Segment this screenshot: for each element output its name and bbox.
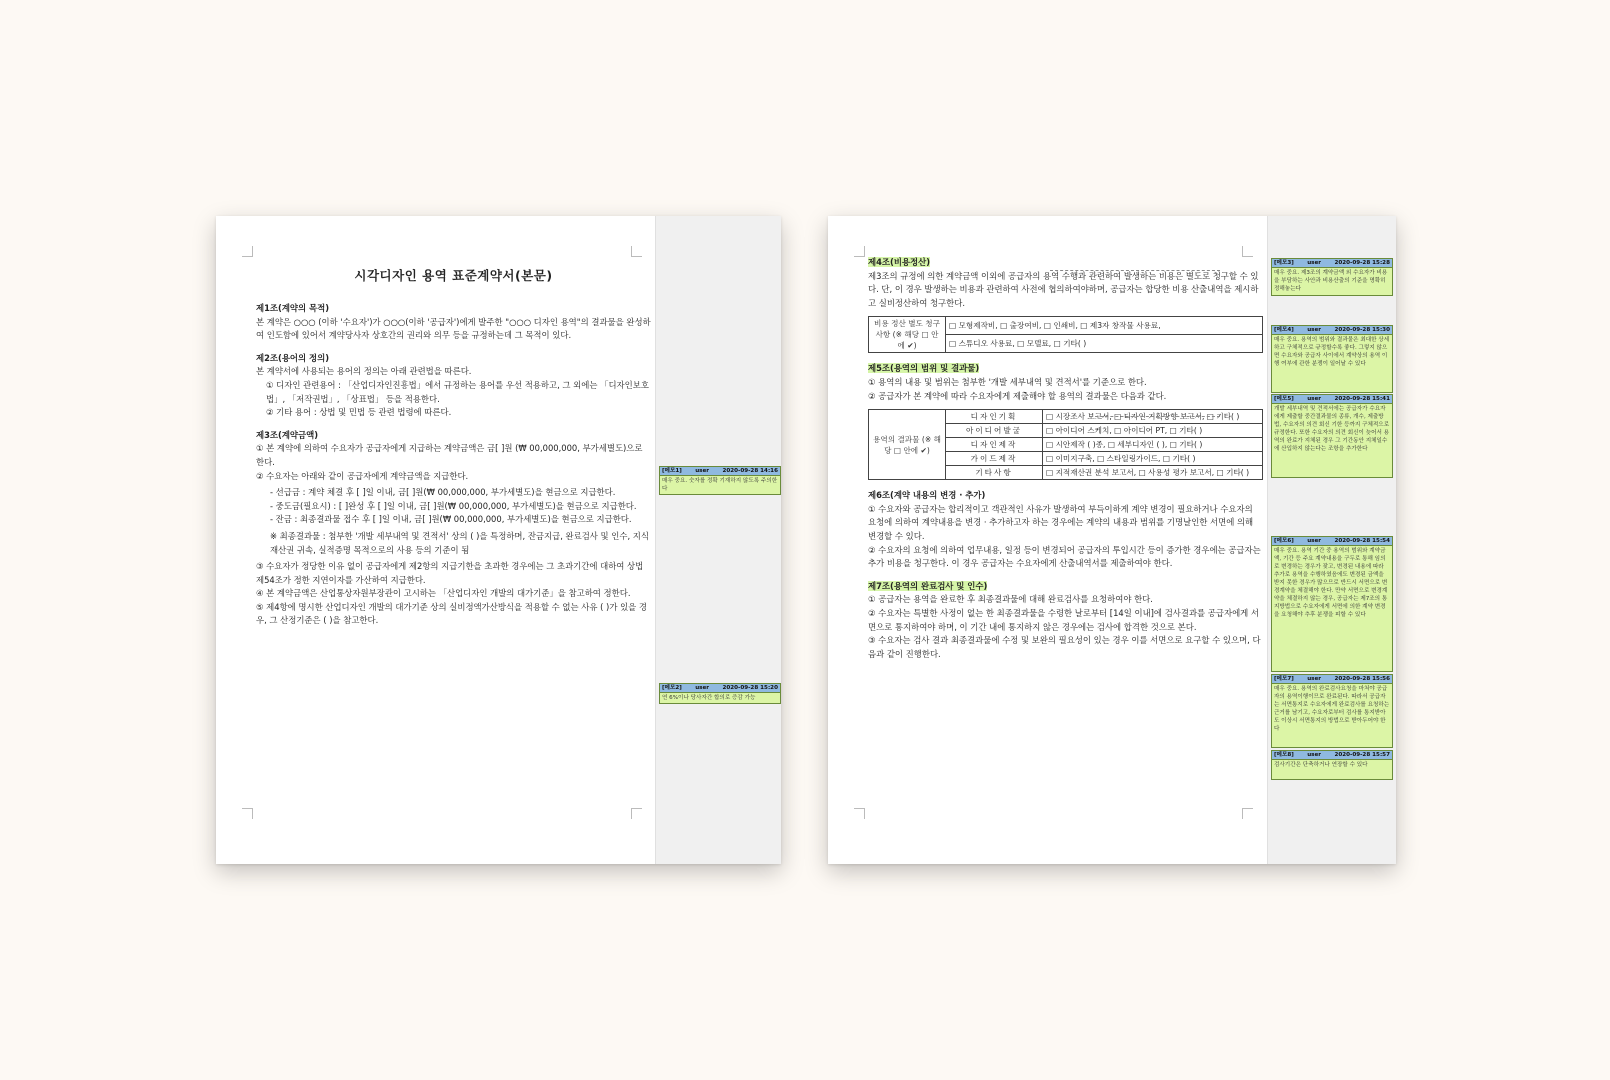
comment-balloon[interactable] bbox=[1271, 536, 1393, 672]
comment-id: [메모4] bbox=[1274, 327, 1294, 333]
comment-connector bbox=[1050, 270, 1220, 271]
comment-date: 2020-09-28 15:28 bbox=[1334, 260, 1390, 266]
article-3 bbox=[256, 429, 651, 628]
comment-date: 2020-09-28 14:16 bbox=[722, 468, 778, 474]
comment-id: [메모1] bbox=[662, 468, 682, 474]
article-clause: ② 기타 용어 : 상법 및 민법 등 관련 법령에 따른다. bbox=[266, 407, 452, 418]
deliverable-items[interactable]: □ 시장조사 보고서, □ 디자인 기획방향 보고서, □ 기타( ) bbox=[1043, 410, 1263, 424]
article-clause: ② 수요자는 특별한 사정이 없는 한 최종결과물을 수령한 날로부터 [14일 이내]에 검사결과를 공급자에게 서면으로 통지하여야 하며, 이 기간 내에 통지하지 않은 경우에는 검사에 합격한 것으로 본다. bbox=[868, 607, 1260, 632]
comment-user: user bbox=[1307, 538, 1322, 544]
article-clause: ② 수요자의 요청에 의하여 업무내용, 일정 등이 변경되어 공급자의 투입시간 등이 증가한 경우에는 공급자는 추가 비용을 청구한다. 이 경우 공급자는 수요자에게 산출내역서를 제출하여야 한다. bbox=[868, 544, 1261, 569]
comment-text: 검사기간은 단축하거나 연장할 수 있다 bbox=[1274, 762, 1368, 768]
deliverable-items[interactable]: □ 시안제작 ( )종, □ 세부디자인 ( ), □ 기타( ) bbox=[1043, 438, 1263, 452]
comment-text: 매우 중요. 용역 기간 중 용역의 범위와 계약금액, 기간 등 주요 계약내용을 구두로 통해 임의로 변경하는 경우가 잦고, 변경된 내용에 따라 추가로 용역을 수행하였음에도 변경된 금액을 받지 못한 경우가 많으므로 반드시 서면으로 변경계약을 체결해야 한다. 만약 서면으로 변경계약을 체결하지 않는 경우, 공급자는 제7조의 통지방법으로 수요자에게 서면에 의한 계약 변경을 요청해야 추후 분쟁을 피할 수 있다 bbox=[1274, 548, 1388, 618]
page-1-body[interactable] bbox=[256, 216, 651, 864]
deliverable-category: 가이드제작 bbox=[946, 452, 1043, 466]
comment-balloon[interactable] bbox=[1271, 258, 1393, 296]
article-clause: ③ 수요자가 정당한 이유 없이 공급자에게 제2항의 지급기한을 초과한 경우에는 그 초과기간에 대하여 상법 제54조가 정한 지연이자를 가산하여 지급한다. bbox=[256, 561, 644, 585]
comment-text: 매우 중요. 제3조의 계약금액 외 수요자가 비용을 부담하는 사안과 비용산출의 기준을 명확히 정해놓는다 bbox=[1274, 270, 1388, 292]
article-1 bbox=[256, 302, 651, 343]
comment-date: 2020-09-28 15:54 bbox=[1334, 538, 1390, 544]
comment-id: [메모8] bbox=[1274, 752, 1294, 758]
comment-user: user bbox=[695, 468, 710, 474]
crop-mark bbox=[242, 246, 253, 257]
comment-user: user bbox=[695, 685, 710, 691]
comment-text: 매우 중요. 용역의 완료검사요청을 마쳐야 공급자의 용역이행이므로 완료된다. 따라서 공급자는 서면통지로 수요자에게 완료검사를 요청하는 근거를 남기고, 수요자로부터 검사를 통지받아도 이상시 서면통지의 방법으로 받아두어야 한다 bbox=[1274, 686, 1390, 732]
deliverable-category: 디자인기획 bbox=[946, 410, 1043, 424]
article-heading: 제6조(계약 내용의 변경 · 추가) bbox=[868, 490, 986, 501]
comment-balloon[interactable] bbox=[1271, 394, 1393, 478]
page-2-body[interactable] bbox=[868, 216, 1263, 864]
comment-id: [메모5] bbox=[1274, 396, 1294, 402]
article-clause: ① 공급자는 용역을 완료한 후 최종결과물에 대해 완료검사를 요청하여야 한다. bbox=[868, 594, 1153, 605]
article-heading: 제7조(용역의 완료검사 및 인수) bbox=[868, 580, 988, 591]
comment-balloon[interactable] bbox=[1271, 674, 1393, 748]
comment-id: [메모7] bbox=[1274, 676, 1294, 682]
final-deliverable-note: ※ 최종결과물 : 첨부한 '개발 세부내역 및 견적서' 상의 ( )을 특정하며, 잔금지급, 완료검사 및 인수, 지식재산권 귀속, 실적증명 목적으로의 사용 등의 기준이 됨 bbox=[270, 530, 649, 555]
article-clause: ① 수요자와 공급자는 합리적이고 객관적인 사유가 발생하여 부득이하게 계약 변경이 필요하거나 수요자의 요청에 의하여 계약내용을 변경 · 추가하고자 하는 경우에는 계약의 내용과 범위를 기명날인한 서면에 의해 변경할 수 있다. bbox=[868, 503, 1254, 541]
crop-mark bbox=[854, 808, 865, 819]
comment-text: 매우 중요. 숫자를 정확 기재하지 않도록 주의한다 bbox=[662, 478, 778, 492]
comment-user: user bbox=[1307, 327, 1322, 333]
article-heading: 제4조(비용정산) bbox=[868, 257, 931, 267]
article-2 bbox=[256, 352, 651, 420]
article-5 bbox=[868, 362, 1263, 480]
comment-user: user bbox=[1307, 752, 1322, 758]
table-label: 비용 정산 별도 청구 사항 (※ 해당 □ 안에 ✔) bbox=[869, 317, 946, 353]
article-clause: ② 공급자가 본 계약에 따라 수요자에게 제출해야 할 용역의 결과물은 다음과 같다. bbox=[868, 390, 1167, 401]
payment-line: - 잔금 : 최종결과물 접수 후 [ ]일 이내, 금[ ]원(₩ 00,000,000, 부가세별도)을 현금으로 지급한다. bbox=[270, 514, 632, 525]
comment-id: [메모3] bbox=[1274, 260, 1294, 266]
deliverable-items[interactable]: □ 이미지구축, □ 스타일링가이드, □ 기타( ) bbox=[1043, 452, 1263, 466]
deliverable-items[interactable]: □ 아이디어 스케치, □ 아이디어 PT, □ 기타( ) bbox=[1043, 424, 1263, 438]
cost-settlement-table bbox=[868, 316, 1263, 353]
article-heading: 제3조(계약금액) bbox=[256, 429, 319, 440]
checkbox-items[interactable]: □ 모형제작비, □ 출장여비, □ 인쇄비, □ 제3자 창작물 사용료, bbox=[946, 317, 1263, 335]
comment-margin bbox=[1267, 216, 1396, 864]
comment-balloon[interactable] bbox=[1271, 325, 1393, 393]
comment-date: 2020-09-28 15:30 bbox=[1334, 327, 1390, 333]
payment-line: - 선급금 : 계약 체결 후 [ ]일 이내, 금[ ]원(₩ 00,000,000, 부가세별도)을 현금으로 지급한다. bbox=[270, 487, 616, 498]
article-clause: ② 수요자는 아래와 같이 공급자에게 계약금액을 지급한다. bbox=[256, 470, 469, 481]
document-page-2 bbox=[828, 216, 1396, 864]
deliverable-category: 디자인제작 bbox=[946, 438, 1043, 452]
comment-text: 연 6%이나 당사자간 합의로 증감 가능 bbox=[662, 695, 756, 701]
article-clause: ① 용역의 내용 및 범위는 첨부한 '개발 세부내역 및 견적서'를 기준으로 한다. bbox=[868, 376, 1147, 387]
comment-date: 2020-09-28 15:56 bbox=[1334, 676, 1390, 682]
comment-date: 2020-09-28 15:57 bbox=[1334, 752, 1390, 758]
comment-date: 2020-09-28 15:20 bbox=[722, 685, 778, 691]
comment-user: user bbox=[1307, 396, 1322, 402]
article-clause: ① 본 계약에 의하여 수요자가 공급자에게 지급하는 계약금액은 금[ ]원 (₩ 00,000,000, 부가세별도)으로 한다. bbox=[256, 443, 643, 467]
article-clause: ① 디자인 관련용어 : 「산업디자인진흥법」에서 규정하는 용어를 우선 적용하고, 그 외에는 「디자인보호법」, 「저작권법」, 「상표법」 등을 적용한다. bbox=[266, 379, 649, 404]
comment-margin bbox=[655, 216, 781, 864]
comment-balloon[interactable] bbox=[659, 683, 781, 704]
deliverable-category: 기타사항 bbox=[946, 466, 1043, 480]
article-heading: 제2조(용어의 정의) bbox=[256, 352, 330, 363]
payment-line: - 중도금(필요시) : [ ]완성 후 [ ]일 이내, 금[ ]원(₩ 00,000,000, 부가세별도)을 현금으로 지급한다. bbox=[270, 500, 637, 511]
comment-date: 2020-09-28 15:41 bbox=[1334, 396, 1390, 402]
comment-text: 매우 중요. 용역의 범위와 결과물은 최대한 상세하고 구체적으로 규정할수록 좋다. 그렇지 않으면 수요자와 공급자 사이에서 계약상의 용역 이행 여부에 관한 분쟁이 일어날 수 있다 bbox=[1274, 337, 1390, 367]
deliverables-table bbox=[868, 409, 1263, 480]
document-title: 시각디자인 용역 표준계약서(본문) bbox=[354, 268, 553, 283]
article-text: 본 계약서에 사용되는 용어의 정의는 아래 관련법을 따른다. bbox=[256, 366, 472, 377]
comment-balloon[interactable] bbox=[659, 466, 781, 495]
crop-mark bbox=[854, 246, 865, 257]
article-6 bbox=[868, 489, 1263, 571]
article-clause: ④ 본 계약금액은 산업통상자원부장관이 고시하는 「산업디자인 개발의 대가기준」을 참고하여 정한다. bbox=[256, 588, 631, 599]
document-page-1 bbox=[216, 216, 781, 864]
comment-text: 개발 세부내역 및 견적서에는 공급자가 수요자에게 제출할 중간결과물의 종류, 개수, 제출방법, 수요자의 의견 회신 기한 등까지 구체적으로 규정한다. 또한 수요자의 의견 회신이 늦어서 용역의 완료가 지체된 경우 그 기간동안 지체일수에 산입하지 않는다는 조항을 추가한다 bbox=[1274, 406, 1390, 452]
crop-mark bbox=[242, 808, 253, 819]
article-clause: ⑤ 제4항에 명시한 산업디자인 개발의 대가기준 상의 실비정액가산방식을 적용할 수 없는 사유 ( )가 있을 경우, 그 산정기준은 ( )을 참고한다. bbox=[256, 601, 648, 626]
article-7 bbox=[868, 580, 1263, 662]
comment-user: user bbox=[1307, 260, 1322, 266]
article-heading: 제1조(계약의 목적) bbox=[256, 303, 330, 313]
article-clause: ③ 수요자는 검사 결과 최종결과물에 수정 및 보완의 필요성이 있는 경우 이를 서면으로 요구할 수 있으며, 다음과 같이 진행한다. bbox=[868, 635, 1261, 659]
article-heading: 제5조(용역의 범위 및 결과물) bbox=[868, 363, 980, 374]
checkbox-items[interactable]: □ 스튜디오 사용료, □ 모델료, □ 기타( ) bbox=[946, 335, 1263, 353]
deliverable-category: 아이디어발굴 bbox=[946, 424, 1043, 438]
deliverable-items[interactable]: □ 지적재산권 분석 보고서, □ 사용성 평가 보고서, □ 기타( ) bbox=[1043, 466, 1263, 480]
comment-balloon[interactable] bbox=[1271, 750, 1393, 780]
comment-connector bbox=[1090, 416, 1220, 417]
article-text: 제3조의 규정에 의한 계약금액 이외에 공급자의 용역 수행과 관련하여 발생하는 비용은 별도로 청구할 수 있다. 단, 이 경우 발생하는 비용과 관련하여 사전에 협의하여야하며, 공급자는 합당한 비용 산출내역을 제시하고 실비정산하여 청구한다. bbox=[868, 270, 1259, 308]
table-label: 용역의 결과물 (※ 해당 □ 안에 ✔) bbox=[869, 410, 946, 480]
comment-user: user bbox=[1307, 676, 1322, 682]
comment-id: [메모2] bbox=[662, 685, 682, 691]
comment-id: [메모6] bbox=[1274, 538, 1294, 544]
article-text: 본 계약은 ○○○ (이하 '수요자')가 ○○○(이하 '공급자')에게 발주한 "○○○ 디자인 용역"의 결과물을 완성하여 인도함에 있어서 계약당사자 상호간의 권리와 의무 등을 규정하는데 그 목적이 있다. bbox=[256, 316, 651, 341]
